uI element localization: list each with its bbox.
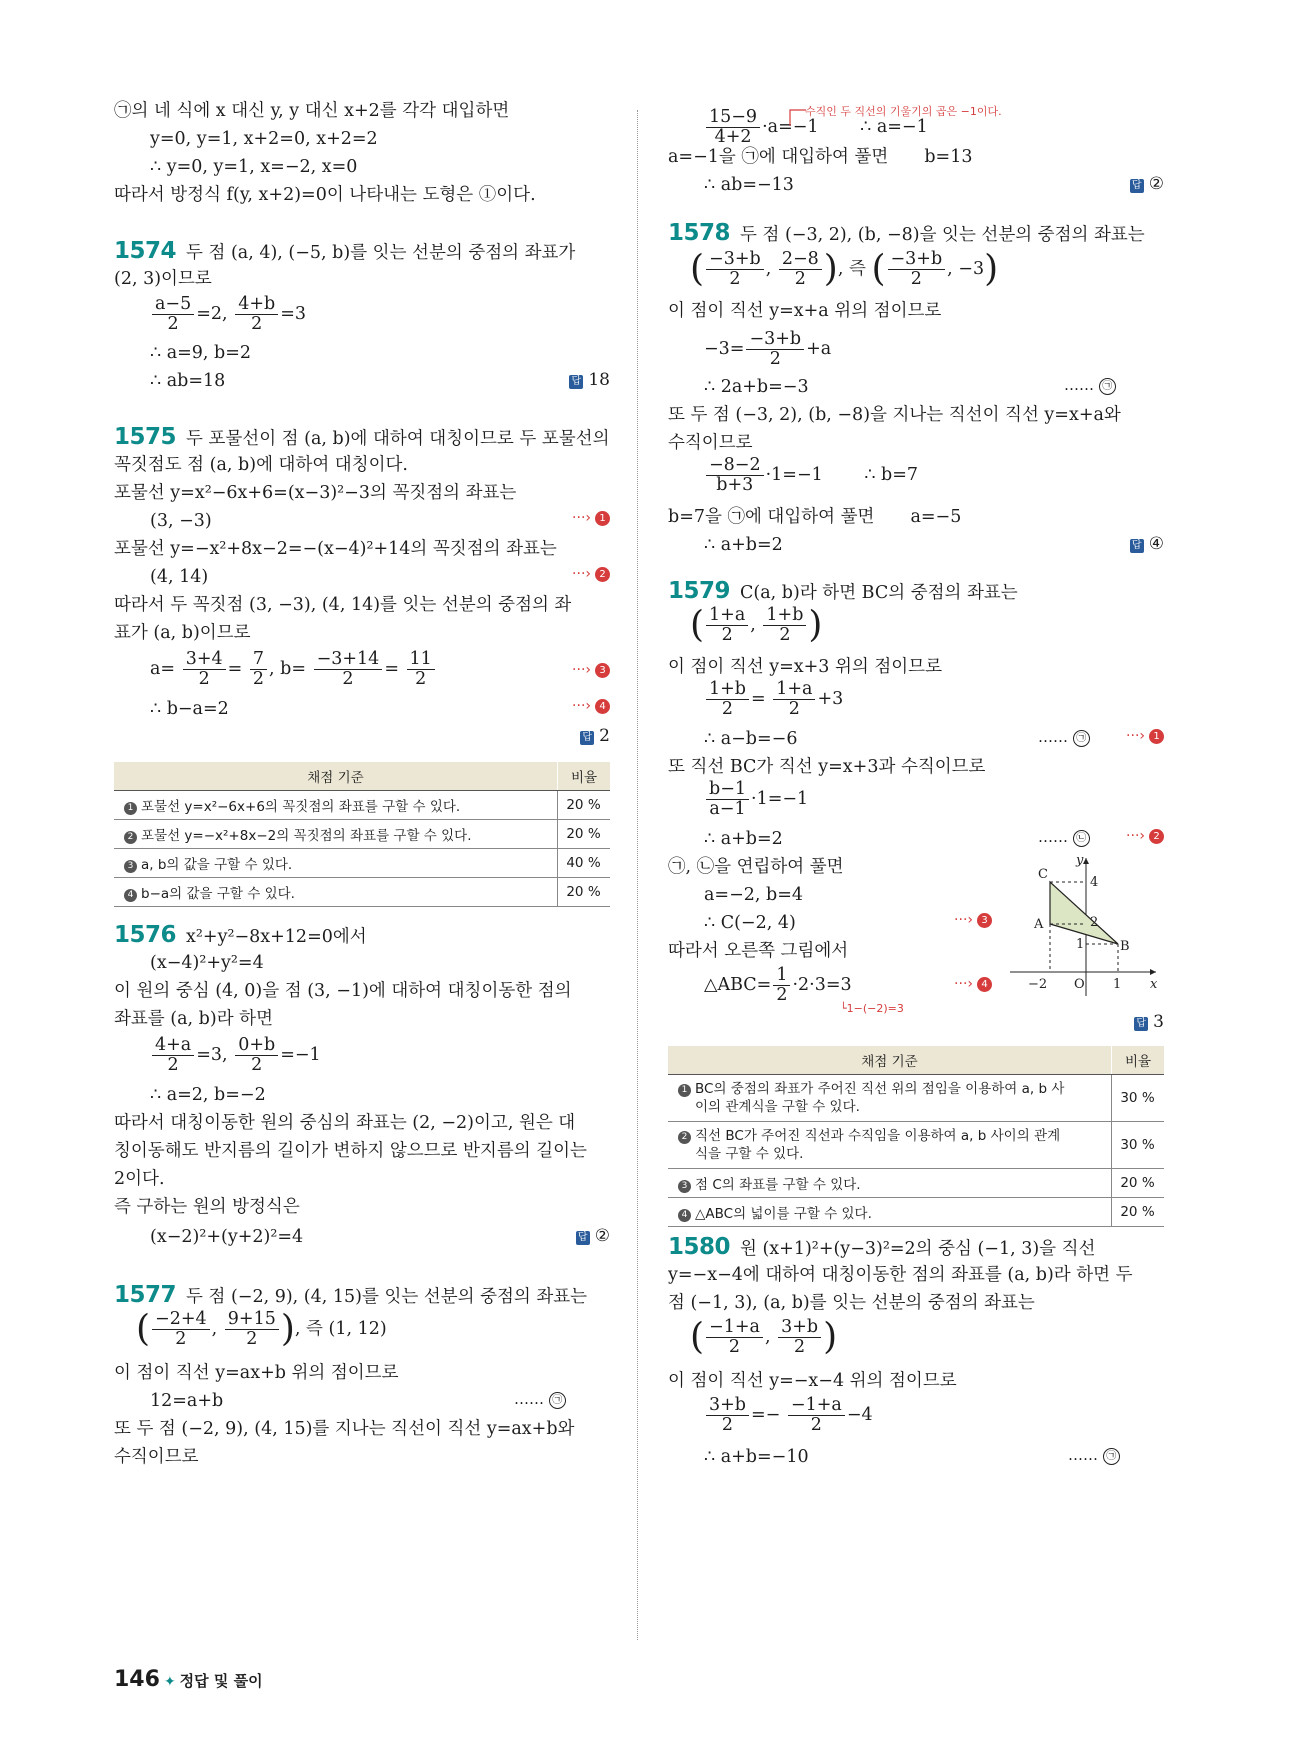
fraction: $\frac{b-1}{a-1}$: [706, 780, 749, 819]
fraction: $\frac{9+15}{2}$: [225, 1310, 279, 1349]
text-line: 포물선 y=−x²+8x−2=−(x−4)²+14의 꼭짓점의 좌표는: [114, 539, 557, 559]
fraction: $\frac{1}{2}$: [773, 966, 790, 1005]
fraction-equation: ( $\frac{-1+a}{2}$ , $\frac{3+b}{2}$ ): [690, 1316, 838, 1358]
x-axis-arrow-icon: [1150, 969, 1156, 975]
problem-number: 1576: [114, 922, 177, 948]
text-line: 따라서 대칭이동한 원의 중심의 좌표는 (2, −2)이고, 원은 대: [114, 1113, 576, 1133]
fraction-equation: −3= $\frac{-3+b}{2}$ +a: [704, 329, 832, 369]
text-line: 또 두 점 (−2, 9), (4, 15)를 지나는 직선이 직선 y=ax+b와: [114, 1419, 575, 1439]
triangle-graph: [1008, 852, 1164, 998]
text-line: 수직이므로: [114, 1447, 199, 1467]
text-line: 따라서 두 꼭짓점 (3, −3), (4, 14)를 잇는 선분의 중점의 좌: [114, 595, 572, 615]
fraction: $\frac{4+a}{2}$: [152, 1036, 194, 1075]
problem-number: 1578: [668, 220, 731, 246]
text: 두 점 (a, 4), (−5, b)를 잇는 선분의 중점의 좌표가: [186, 243, 576, 263]
table-row: 2 포물선 y=−x²+8x−2의 꼭짓점의 좌표를 구할 수 있다. 20 %: [114, 820, 610, 849]
table-row: 3 a, b의 값을 구할 수 있다. 40 %: [114, 849, 610, 878]
text-line: 이 점이 직선 y=x+3 위의 점이므로: [668, 657, 942, 677]
fraction-equation: $\frac{b-1}{a-1}$ ·1=−1: [668, 780, 808, 819]
table-header: 비율: [1112, 1046, 1165, 1075]
text-line: 꼭짓점도 점 (a, b)에 대하여 대칭이다.: [114, 455, 408, 475]
equation: y=0, y=1, x+2=0, x+2=2: [150, 129, 378, 149]
answer-badge-icon: 답: [1130, 179, 1144, 193]
y-axis-arrow-icon: [1083, 858, 1089, 864]
fraction: $\frac{-1+a}{2}$: [706, 1318, 763, 1357]
problem-number: 1579: [668, 578, 731, 604]
fraction-equation: $\frac{a-5}{2}$ =2, $\frac{4+b}{2}$ =3: [114, 295, 306, 334]
table-row: 4 b−a의 값을 구할 수 있다. 20 %: [114, 878, 610, 907]
table-row: 2 직선 BC가 주어진 직선과 수직임을 이용하여 a, b 사이의 관계 식을 구할 수 있다. 30 %: [668, 1122, 1164, 1169]
answer-mark: 답 ②: [1130, 174, 1164, 194]
fraction-equation: $\frac{15-9}{4+2}$ ·a=−1 ∴ a=−1: [668, 108, 928, 147]
equation: ∴ a+b=2: [704, 829, 783, 849]
annotation-note: 수직인 두 직선의 기울기의 곱은 −1이다.: [805, 105, 1002, 118]
x-axis-label: x: [1150, 977, 1158, 992]
page-footer: [114, 1667, 263, 1692]
fraction-equation: $\frac{4+a}{2}$ =3, $\frac{0+b}{2}$ =−1: [114, 1036, 321, 1075]
equation: (3, −3): [150, 511, 212, 531]
equation: ∴ a+b=2: [704, 535, 783, 555]
equation: a=−2, b=4: [704, 885, 804, 905]
step-marker-4: ···› 4: [954, 976, 992, 992]
text-line: 점 (−1, 3), (a, b)를 잇는 선분의 중점의 좌표는: [668, 1293, 1035, 1313]
text-line: ㉠의 네 식에 x 대신 y, y 대신 x+2를 각각 대입하면: [114, 101, 510, 121]
tick-label: 1: [1076, 937, 1085, 952]
equation: ∴ b−a=2: [150, 699, 229, 719]
answer-mark: 답 ②: [576, 1226, 610, 1246]
tick-label: 1: [1113, 977, 1122, 992]
equation-tag: …… ㉠: [514, 1390, 566, 1409]
text-line: 포물선 y=x²−6x+6=(x−3)²−3의 꼭짓점의 좌표는: [114, 483, 517, 503]
equation-tag: …… ㉠: [1064, 376, 1116, 395]
grading-table-1575: [114, 762, 610, 907]
fraction: $\frac{0+b}{2}$: [235, 1036, 278, 1075]
text-line: 이 점이 직선 y=ax+b 위의 점이므로: [114, 1363, 399, 1383]
fraction-equation: ( $\frac{-2+4}{2}$ , $\frac{9+15}{2}$ ), 즉 (1, 12): [136, 1308, 387, 1350]
text-line: 좌표를 (a, b)라 하면: [114, 1009, 273, 1029]
tick-label: 2: [1090, 915, 1099, 930]
text-line: y=−x−4에 대하여 대칭이동한 점의 좌표를 (a, b)라 하면 두: [668, 1265, 1133, 1285]
table-row: 4 △ABC의 넓이를 구할 수 있다. 20 %: [668, 1198, 1164, 1227]
point-c-label: C: [1038, 867, 1048, 882]
y-axis-label: y: [1076, 853, 1084, 868]
table-row: 1 BC의 중점의 좌표가 주어진 직선 위의 점임을 이용하여 a, b 사 이의 관계식을 구할 수 있다. 30 %: [668, 1075, 1164, 1122]
step-marker-1: ···› 1: [1126, 728, 1164, 744]
problem-1577-header: 1577 두 점 (−2, 9), (4, 15)를 잇는 선분의 중점의 좌표는: [114, 1282, 588, 1308]
fraction-equation: $\frac{1+b}{2}$ = $\frac{1+a}{2}$ +3: [668, 680, 843, 719]
step-marker-3: ···› 3: [572, 662, 610, 678]
page-number: 146: [114, 1667, 160, 1692]
fraction-equation: △ABC= $\frac{1}{2}$ ·2·3=3: [704, 965, 852, 1005]
table-row: 1 포물선 y=x²−6x+6의 꼭짓점의 좌표를 구할 수 있다. 20 %: [114, 791, 610, 820]
fraction-equation: ( $\frac{-3+b}{2}$ , $\frac{2-8}{2}$ ), 즉 ( $\frac{-3+b}{2}$ , −3): [690, 248, 999, 290]
fraction: $\frac{-2+4}{2}$: [152, 1310, 210, 1349]
fraction: $\frac{1+b}{2}$: [706, 680, 749, 719]
equation: ∴ a−b=−6: [704, 729, 798, 749]
step-marker-3: ···› 3: [954, 912, 992, 928]
fraction: $\frac{1+a}{2}$: [773, 680, 815, 719]
equation: ∴ C(−2, 4): [704, 913, 796, 933]
answer-mark: 답 2: [580, 726, 610, 746]
fraction: $\frac{2-8}{2}$: [779, 250, 822, 289]
equation-tag: …… ㉡: [1038, 828, 1090, 847]
fraction: $\frac{4+b}{2}$: [235, 295, 278, 334]
fraction: $\frac{-3+b}{2}$: [888, 250, 946, 289]
text-line: 2이다.: [114, 1169, 165, 1189]
grading-table-1579: [668, 1046, 1164, 1227]
text-line: 이 점이 직선 y=x+a 위의 점이므로: [668, 301, 942, 321]
equation: ∴ ab=18: [150, 371, 226, 391]
point-a-label: A: [1034, 917, 1044, 932]
fraction: $\frac{-3+b}{2}$: [706, 250, 764, 289]
equation: (x−2)²+(y+2)²=4: [150, 1227, 304, 1247]
equation: ∴ ab=−13: [704, 175, 794, 195]
fraction: $\frac{3+b}{2}$: [778, 1318, 821, 1357]
annotation-leader-icon: [788, 108, 808, 128]
table-header: 비율: [558, 762, 611, 791]
equation: ∴ 2a+b=−3: [704, 377, 809, 397]
answer-badge-icon: 답: [1134, 1017, 1148, 1031]
problem-1576-header: 1576 x²+y²−8x+12=0에서: [114, 922, 367, 948]
fraction: $\frac{-3+b}{2}$: [746, 330, 804, 369]
fraction: $\frac{15-9}{4+2}$: [706, 108, 760, 147]
equation: ∴ y=0, y=1, x=−2, x=0: [150, 157, 358, 177]
table-row: 3 점 C의 좌표를 구할 수 있다. 20 %: [668, 1169, 1164, 1198]
fraction: $\frac{-1+a}{2}$: [788, 1396, 845, 1435]
answer-badge-icon: 답: [576, 1231, 590, 1245]
problem-1580-header: 1580 원 (x+1)²+(y−3)²=2의 중심 (−1, 3)을 직선: [668, 1234, 1096, 1260]
equation-tag: …… ㉠: [1068, 1446, 1120, 1465]
text-line: a=−1을 ㉠에 대입하여 풀면 b=13: [668, 147, 973, 167]
step-marker-2: ···› 2: [572, 566, 610, 582]
equation: (4, 14): [150, 567, 209, 587]
point-b-label: B: [1120, 939, 1130, 954]
fraction: $\frac{7}{2}$: [250, 650, 267, 689]
equation: 12=a+b: [150, 1391, 224, 1411]
equation: ∴ a=9, b=2: [150, 343, 252, 363]
text-line: ㉠, ㉡을 연립하여 풀면: [668, 857, 844, 877]
equation: ∴ a=2, b=−2: [150, 1085, 266, 1105]
text-line: 따라서 방정식 f(y, x+2)=0이 나타내는 도형은 ①이다.: [114, 185, 536, 205]
text-line: 즉 구하는 원의 방정식은: [114, 1197, 300, 1217]
footer-title: 정답 및 풀이: [179, 1672, 263, 1690]
text-line: 수직이므로: [668, 433, 753, 453]
fraction: $\frac{a-5}{2}$: [152, 295, 194, 334]
triangle-abc: [1050, 882, 1118, 944]
text-line: 표가 (a, b)이므로: [114, 623, 251, 643]
text-line: (2, 3)이므로: [114, 269, 212, 289]
text-line: 칭이동해도 반지름의 길이가 변하지 않으므로 반지름의 길이는: [114, 1141, 587, 1161]
fraction: $\frac{-8-2}{b+3}$: [706, 456, 764, 495]
fraction-equation: ( $\frac{1+a}{2}$ , $\frac{1+b}{2}$ ): [690, 604, 823, 646]
text-line: 이 점이 직선 y=−x−4 위의 점이므로: [668, 1371, 957, 1391]
fraction: $\frac{11}{2}$: [407, 650, 435, 689]
fraction: $\frac{-3+14}{2}$: [314, 650, 383, 689]
fraction: $\frac{3+b}{2}$: [706, 1396, 749, 1435]
fraction: $\frac{1+b}{2}$: [763, 606, 806, 645]
fraction-equation: $\frac{3+b}{2}$ =− $\frac{-1+a}{2}$ −4: [668, 1396, 873, 1435]
step-marker-2: ···› 2: [1126, 828, 1164, 844]
equation: ∴ a+b=−10: [704, 1447, 809, 1467]
text-line: 이 원의 중심 (4, 0)을 점 (3, −1)에 대하여 대칭이동한 점의: [114, 981, 572, 1001]
tick-label: 4: [1090, 875, 1099, 890]
problem-number: 1574: [114, 238, 177, 264]
fraction: $\frac{1+a}{2}$: [706, 606, 748, 645]
equation: (x−4)²+y²=4: [150, 953, 264, 973]
text-line: 따라서 오른쪽 그림에서: [668, 941, 849, 961]
table-header: 채점 기준: [114, 762, 558, 791]
problem-number: 1580: [668, 1234, 731, 1260]
problem-1579-header: 1579 C(a, b)라 하면 BC의 중점의 좌표는: [668, 578, 1018, 604]
text-line: b=7을 ㉠에 대입하여 풀면 a=−5: [668, 507, 962, 527]
answer-mark: 답 ④: [1130, 534, 1164, 554]
origin-label: O: [1074, 977, 1085, 992]
fraction-equation: $\frac{-8-2}{b+3}$ ·1=−1 ∴ b=7: [668, 456, 918, 495]
problem-1574-header: [114, 240, 575, 264]
tick-label: −2: [1028, 977, 1048, 992]
answer-badge-icon: 답: [1130, 539, 1144, 553]
annotation-note: └1−(−2)=3: [840, 1002, 904, 1015]
problem-1575-header: 1575 두 포물선이 점 (a, b)에 대하여 대칭이므로 두 포물선의: [114, 424, 610, 450]
answer-mark: 답 18: [569, 370, 610, 390]
step-marker-1: ···› 1: [572, 510, 610, 526]
answer-badge-icon: 답: [580, 731, 594, 745]
answer-mark: 답 3: [1134, 1012, 1164, 1032]
step-marker-4: ···› 4: [572, 698, 610, 714]
problem-1578-header: 1578 두 점 (−3, 2), (b, −8)을 잇는 선분의 중점의 좌표는: [668, 220, 1145, 246]
fraction: $\frac{3+4}{2}$: [183, 650, 226, 689]
answer-badge-icon: 답: [569, 375, 583, 389]
equation-tag: …… ㉠: [1038, 728, 1090, 747]
text-line: 또 두 점 (−3, 2), (b, −8)을 지나는 직선이 직선 y=x+a와: [668, 405, 1121, 425]
fraction-equation: a= $\frac{3+4}{2}$ = $\frac{7}{2}$ , b= $\frac{-3+14}{2}$ = $\frac{11}{2}$: [114, 650, 437, 689]
problem-number: 1577: [114, 1282, 177, 1308]
problem-number: 1575: [114, 424, 177, 450]
column-divider: [637, 110, 638, 1640]
table-header: 채점 기준: [668, 1046, 1112, 1075]
text-line: 또 직선 BC가 직선 y=x+3과 수직이므로: [668, 757, 986, 777]
diamond-icon: ✦: [163, 1674, 176, 1690]
